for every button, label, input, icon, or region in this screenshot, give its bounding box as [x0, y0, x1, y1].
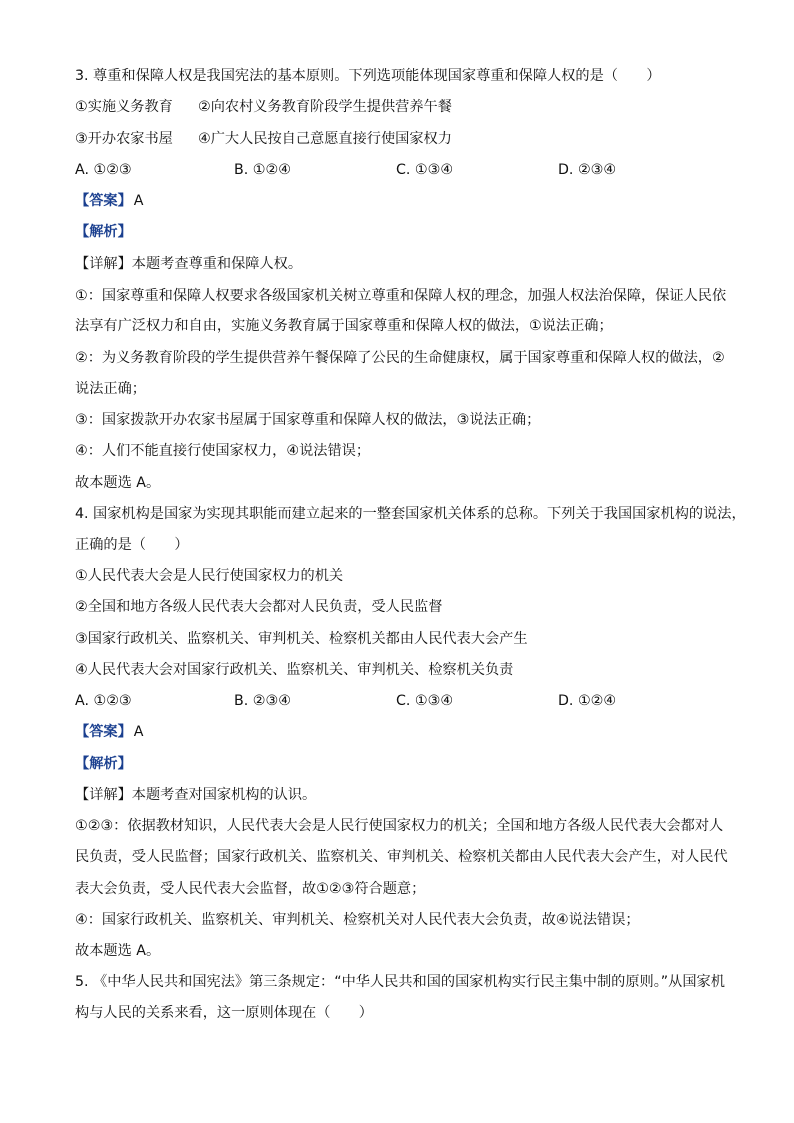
q3-option-d: D. ②③④: [558, 162, 617, 178]
q4-option-d: D. ①②④: [558, 693, 617, 709]
q4-option-a: A. ①②③: [75, 693, 132, 709]
q4-item-3: ③国家行政机关、监察机关、审判机关、检察机关都由人民代表大会产生: [75, 631, 528, 647]
q3-conclusion: 故本题选 A。: [75, 475, 161, 491]
q4-item-2: ②全国和地方各级人民代表大会都对人民负责，受人民监督: [75, 599, 443, 615]
q4-answer-line: [75, 722, 735, 742]
q3-explanation-line: ③：国家拨款开办农家书屋属于国家尊重和保障人权的做法，③说法正确；: [75, 412, 541, 428]
q3-answer: A: [133, 193, 144, 209]
q3-analysis-tag: 【解析】: [75, 224, 132, 240]
q4-answer-tag: 【答案】: [75, 724, 132, 740]
q3-option-b: B. ①②④: [234, 162, 291, 178]
q4-analysis-line: [75, 754, 735, 774]
q4-stem-line-1: 4. 国家机构是国家为实现其职能而建立起来的一整套国家机关体系的总称。下列关于我国国家机构的说法，: [75, 506, 746, 522]
q3-item-1: ①实施义务教育: [75, 99, 173, 115]
q3-items-row-2: [75, 129, 735, 149]
q3-explanation-line: ②：为义务教育阶段的学生提供营养午餐保障了公民的生命健康权，属于国家尊重和保障人权的做法，②: [75, 350, 725, 366]
q3-item-4: ④广大人民按自己意愿直接行使国家权力: [198, 131, 452, 147]
q5-stem-line-1: 5. 《中华人民共和国宪法》第三条规定：“中华人民共和国的国家机构实行民主集中制的原则。”从国家机: [75, 974, 725, 990]
q4-stem-line-2: 正确的是（ ）: [75, 537, 189, 553]
q3-option-c: C. ①③④: [396, 162, 454, 178]
q5-stem-line-2: 构与人民的关系来看，这一原则体现在（ ）: [75, 1005, 373, 1021]
q4-explanation-line: ①②③：依据教材知识，人民代表大会是人民行使国家权力的机关；全国和地方各级人民代表大会都对人: [75, 818, 724, 834]
q3-detail-line: [75, 254, 735, 274]
q3-explanation-line: 法享有广泛权力和自由，实施义务教育属于国家尊重和保障人权的做法，①说法正确；: [75, 318, 613, 334]
q3-item-3: ③开办农家书屋: [75, 131, 173, 147]
q3-explanation-line: 说法正确；: [75, 381, 146, 397]
q3-explanation-line: ④：人们不能直接行使国家权力，④说法错误；: [75, 443, 371, 459]
q3-answer-line: [75, 191, 735, 211]
q4-detail-line: [75, 785, 735, 805]
q3-answer-tag: 【答案】: [75, 193, 132, 209]
q3-detail-tag: 【详解】: [75, 256, 132, 272]
q3-explanation-line: ①：国家尊重和保障人权要求各级国家机关树立尊重和保障人权的理念，加强人权法治保障，保证人民依: [75, 288, 727, 304]
q4-detail-tag: 【详解】: [75, 787, 132, 803]
q3-item-2: ②向农村义务教育阶段学生提供营养午餐: [198, 99, 452, 115]
q4-answer: A: [133, 724, 144, 740]
q4-option-b: B. ②③④: [234, 693, 291, 709]
q3-analysis-line: [75, 222, 735, 242]
q4-explanation-line: ④：国家行政机关、监察机关、审判机关、检察机关对人民代表大会负责，故④说法错误；: [75, 912, 640, 928]
q4-item-4: ④人民代表大会对国家行政机关、监察机关、审判机关、检察机关负责: [75, 662, 514, 678]
q3-option-a: A. ①②③: [75, 162, 132, 178]
q4-option-c: C. ①③④: [396, 693, 454, 709]
q4-explanation-line: 民负责，受人民监督；国家行政机关、监察机关、审判机关、检察机关都由人民代表大会产生，对人民代: [75, 849, 728, 865]
q4-detail-intro: 本题考查对国家机构的认识。: [131, 787, 317, 803]
q4-analysis-tag: 【解析】: [75, 756, 132, 772]
q3-detail-intro: 本题考查尊重和保障人权。: [131, 256, 303, 272]
q4-conclusion: 故本题选 A。: [75, 943, 161, 959]
q3-stem: 3. 尊重和保障人权是我国宪法的基本原则。下列选项能体现国家尊重和保障人权的是（ ）: [75, 68, 661, 84]
q4-item-1: ①人民代表大会是人民行使国家权力的机关: [75, 568, 344, 584]
q4-explanation-line: 表大会负责，受人民代表大会监督，故①②③符合题意；: [75, 881, 426, 897]
q3-items-row-1: [75, 97, 735, 117]
